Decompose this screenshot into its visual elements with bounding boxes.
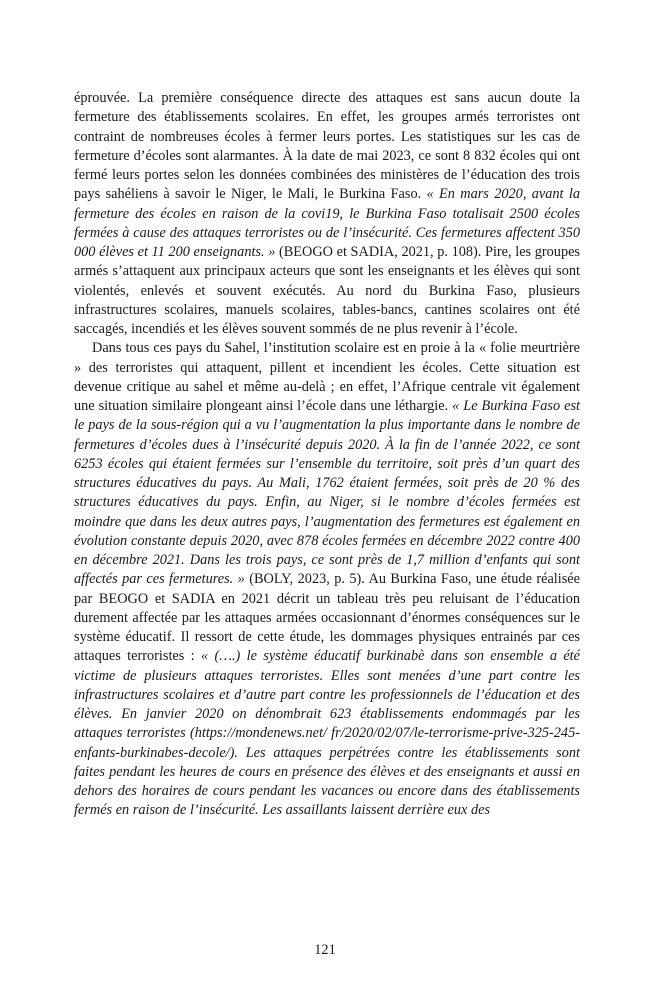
page-number: 121 — [314, 942, 336, 958]
paragraph-2 — [74, 339, 580, 820]
paragraph-text: (BEOGO et SADIA, 2021, p. 108). Pire, les groupes armés s’attaquent aux principaux acteurs que sont les enseignants et les élèves qui sont violentés, enlevés et souvent exécutés. Au nord du Burkina Faso, plusieurs infrastructures scolaires, manuels scolaires, tables-bancs, cantines scolaires ont été saccagés, incendiés et les élèves souvent sommés de ne plus revenir à l’école. — [74, 244, 580, 337]
quotation: « (….) le système éducatif burkinabè dans son ensemble a été victime de plusieurs attaques terroristes. Elles sont menées d’une part contre les infrastructures scolaires et d’autre part contre les professionnels de l’éducation et des élèves. En janvier 2020 on dénombrait 623 établissements endommagés par les attaques terroristes (https://mondenews.net/ fr/2020/02/07/le-terrorisme-prive-325-245-enfants-burkinabes-decole/). Les attaques perpétrées contre les établissements sont faites pendant les heures de cours en présence des élèves et des enseignants et aussi en dehors des horaires de cours pendant les vacances ou encore dans des établissements fermés en raison de l’insécurité. Les assaillants laissent derrière eux des — [74, 648, 580, 819]
paragraph-1 — [74, 89, 580, 339]
page-body — [74, 89, 580, 821]
paragraph-text: Dans tous ces pays du Sahel, l’institution scolaire est en proie à la « folie meurtrière » des terroristes qui attaquent, pillent et incendient les écoles. Cette situation est devenue critique au sahel et même au-delà ; en effet, l’Afrique centrale vit également une situation similaire plongeant ainsi l’école dans une léthargie. — [74, 340, 580, 414]
quotation: « Le Burkina Faso est le pays de la sous-région qui a vu l’augmentation la plus importante dans le nombre de fermetures d’écoles dues à l’insécurité depuis 2020. À la fin de l’année 2022, ce sont 6253 écoles qui étaient fermées sur l’ensemble du territoire, soit près d’un quart des structures éducatives du pays. Au Mali, 1762 étaient fermées, soit près de 20 % des structures éducatives du pays. Enfin, au Niger, si le nombre d’écoles fermées est moindre que dans les deux autres pays, l’augmentation des fermetures est également en évolution constante depuis 2020, avec 878 écoles fermées en décembre 2022 contre 400 en décembre 2021. Dans les trois pays, ce sont près de 1,7 million d’enfants qui sont affectés par ces fermetures. » — [74, 398, 580, 588]
paragraph-text: éprouvée. La première conséquence directe des attaques est sans aucun doute la fermeture des établissements scolaires. En effet, les groupes armés terroristes ont contraint de nombreuses écoles à fermer leurs portes. Les statistiques sur les cas de fermeture d’écoles sont alarmantes. À la date de mai 2023, ce sont 8 832 écoles qui ont fermé leurs portes selon les données combinées des ministères de l’éducation des trois pays sahéliens à savoir le Niger, le Mali, le Burkina Faso. — [74, 90, 580, 203]
quotation: « En mars 2020, avant la fermeture des écoles en raison de la covi19, le Burkina Faso totalisait 2500 écoles fermées à cause des attaques terroristes ou de l’insécurité. Ces fermetures affectent 350 000 élèves et 11 200 enseignants. » — [74, 186, 580, 260]
paragraph-text: (BOLY, 2023, p. 5). Au Burkina Faso, une étude réalisée par BEOGO et SADIA en 2021 décrit un tableau très peu reluisant de l’éducation durement affectée par les attaques armées occasionnant d’énormes conséquences sur le système éducatif. Il ressort de cette étude, les dommages physiques entrainés par ces attaques terroristes : — [74, 571, 580, 665]
